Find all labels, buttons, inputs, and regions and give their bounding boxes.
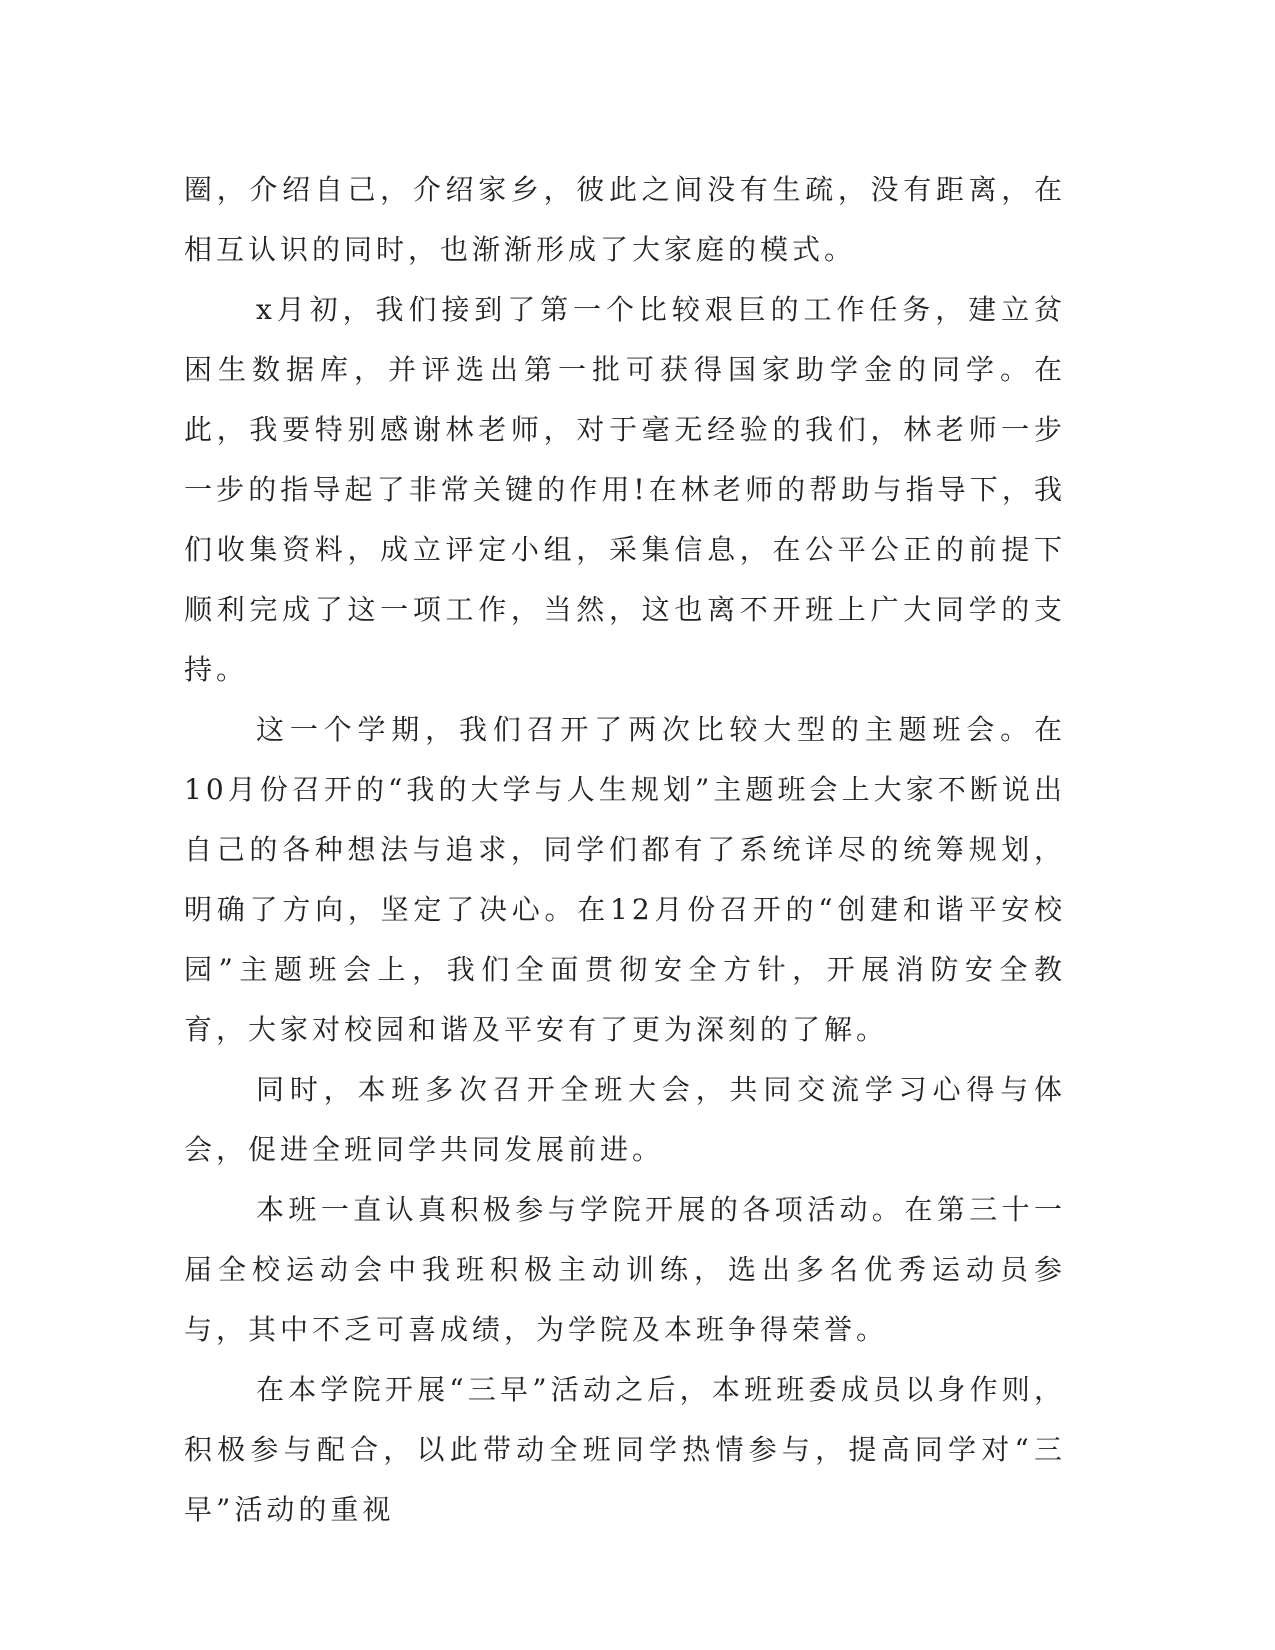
document-body [184, 160, 1066, 1540]
paragraph-5: 本班一直认真积极参与学院开展的各项活动。在第三十一届全校运动会中我班积极主动训练，选出多名优秀运动员参与，其中不乏可喜成绩，为学院及本班争得荣誉。 [184, 1193, 1066, 1346]
paragraph-1: 圈，介绍自己，介绍家乡，彼此之间没有生疏，没有距离，在相互认识的同时，也渐渐形成了大家庭的模式。 [184, 173, 1066, 266]
paragraph-3: 这一个学期，我们召开了两次比较大型的主题班会。在10月份召开的“我的大学与人生规划”主题班会上大家不断说出自己的各种想法与追求，同学们都有了系统详尽的统筹规划，明确了方向，坚定了决心。在12月份召开的“创建和谐平安校园”主题班会上，我们全面贯彻安全方针，开展消防安全教育，大家对校园和谐及平安有了更为深刻的了解。 [184, 713, 1066, 1046]
paragraph-2: x月初，我们接到了第一个比较艰巨的工作任务，建立贫困生数据库，并评选出第一批可获得国家助学金的同学。在此，我要特别感谢林老师，对于毫无经验的我们，林老师一步一步的指导起了非常关键的作用!在林老师的帮助与指导下，我们收集资料，成立评定小组，采集信息，在公平公正的前提下顺利完成了这一项工作，当然，这也离不开班上广大同学的支持。 [184, 293, 1066, 686]
paragraph-4: 同时，本班多次召开全班大会，共同交流学习心得与体会，促进全班同学共同发展前进。 [184, 1073, 1066, 1166]
paragraph-6: 在本学院开展“三早”活动之后，本班班委成员以身作则，积极参与配合，以此带动全班同学热情参与，提高同学对“三早”活动的重视 [184, 1373, 1066, 1526]
